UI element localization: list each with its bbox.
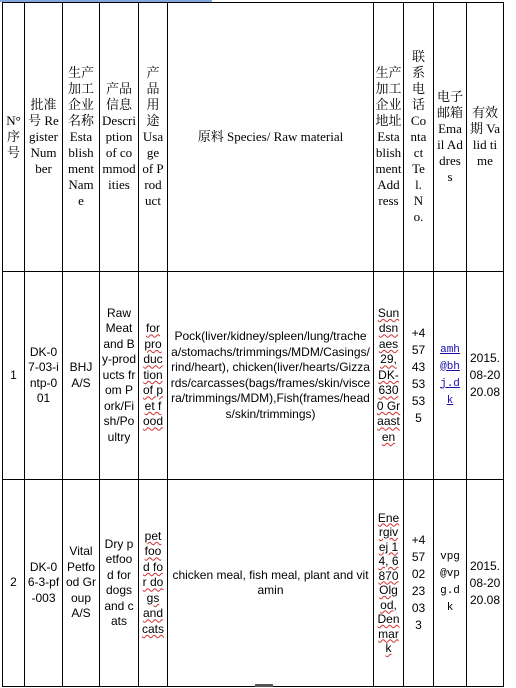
- row-register-number: DK-06-3-pf-003: [25, 480, 63, 687]
- row-usage: pet food for dogs and cats: [139, 480, 168, 687]
- header-establishment: 生产加工企业名称 Establishment Name: [63, 3, 100, 272]
- row-establishment-name: Vital Petfood Group A/S: [63, 480, 100, 687]
- table-row: [3, 272, 504, 480]
- row-raw-material: chicken meal, fish meal, plant and vitamin: [168, 480, 374, 687]
- approved-establishments-table: [2, 2, 504, 687]
- table-row: [3, 480, 504, 687]
- row-tel: +4574353535: [404, 272, 434, 480]
- header-valid: 有效期 Valid time: [467, 3, 504, 272]
- header-email: 电子邮箱 Email Address: [434, 3, 467, 272]
- header-usage: 产品用途 Usage of Product: [139, 3, 168, 272]
- row-valid-time: 2015.08-2020.08: [467, 480, 504, 687]
- row-register-number: DK-07-03-intp-001: [25, 272, 63, 480]
- header-no: N° 序号: [3, 3, 25, 272]
- row-description: Raw Meat and By-products from Pork/Fish/Poultry: [100, 272, 139, 480]
- row-email: vpg@vpg.dk: [434, 480, 467, 687]
- row-no: 2: [3, 480, 25, 687]
- page-bottom-marker: [255, 684, 273, 687]
- row-no: 1: [3, 272, 25, 480]
- row-usage: for production of pet food: [139, 272, 168, 480]
- header-register: 批准号 Register Number: [25, 3, 63, 272]
- header-tel: 联系电话 Contact Tel. No.: [404, 3, 434, 272]
- row-address: Energivej 14, 6870 Olgod, Denmark: [374, 480, 404, 687]
- row-description: Dry petfood for dogs and cats: [100, 480, 139, 687]
- row-establishment-name: BHJ A/S: [63, 272, 100, 480]
- row-email-link[interactable]: amh@bhj.dk: [434, 272, 467, 480]
- header-description: 产品信息 Description of commodities: [100, 3, 139, 272]
- row-address: Sundsnaes 29, DK-6300 Graasten: [374, 272, 404, 480]
- header-row: [3, 3, 504, 272]
- header-raw-material: 原料 Species/ Raw material: [168, 3, 374, 272]
- row-tel: +4570223033: [404, 480, 434, 687]
- row-valid-time: 2015.08-2020.08: [467, 272, 504, 480]
- header-address: 生产加工企业地址 Establishment Address: [374, 3, 404, 272]
- row-raw-material: Pock(liver/kidney/spleen/lung/trachea/stomachs/trimmings/MDM/Casings/rind/heart), chicken(liver/hearts/Gizzards/carcasses(bags/frames/skin/viscera/trimmings/MDM),Fish(frames/heads/skin/trimmings): [168, 272, 374, 480]
